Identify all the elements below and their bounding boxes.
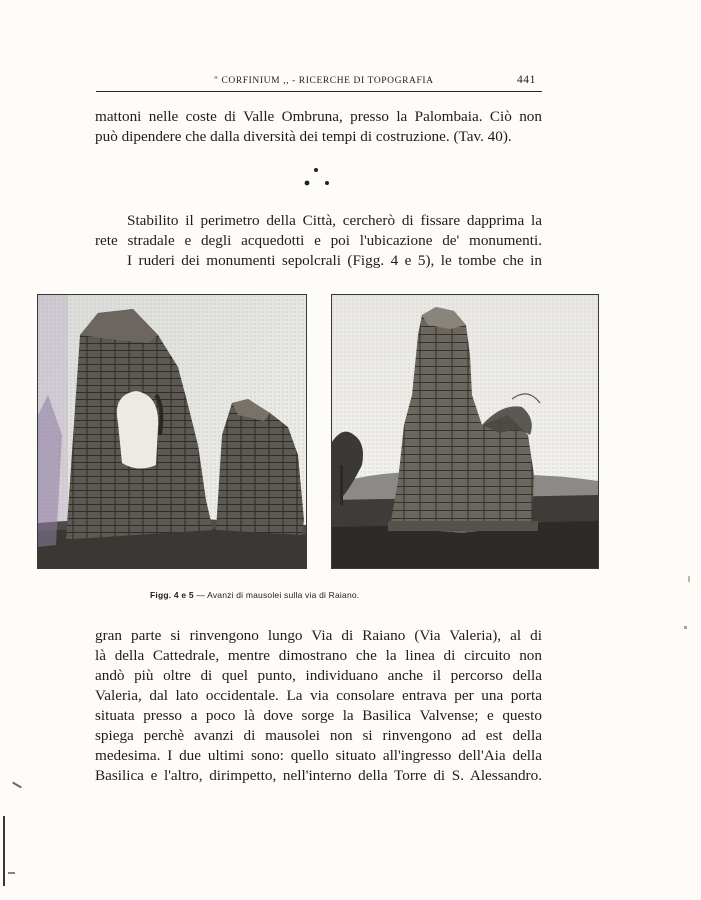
text-line: medesima. I due ultimi sono: quello situato all'ingresso dell'Aia della <box>95 747 542 764</box>
text-line: rete stradale e degli acquedotti e poi l'ubicazione de' monumenti. <box>95 232 542 249</box>
section-paragraph <box>95 211 542 271</box>
text-line: I ruderi dei monumenti sepolcrali (Figg. 4 e 5), le tombe che in <box>127 252 542 269</box>
section-ornament-icon <box>296 164 336 190</box>
text-line: Basilica e l'altro, dirimpetto, nell'interno della Torre di S. Alessandro. <box>95 767 542 784</box>
scan-speck <box>8 872 15 874</box>
text-line: Stabilito il perimetro della Città, cercherò di fissare dapprima la <box>127 212 542 229</box>
text-line: andò più oltre di quel punto, individuano anche il percorso della <box>95 667 542 684</box>
top-paragraph <box>95 107 542 147</box>
text-line: gran parte si rinvengono lungo Via di Raiano (Via Valeria), al di <box>95 627 542 644</box>
page-number: 441 <box>516 74 536 86</box>
scan-speck <box>12 782 22 789</box>
bottom-paragraph <box>95 626 542 786</box>
scan-speck <box>3 816 5 886</box>
header-rule <box>96 91 542 92</box>
caption-text: — Avanzi di mausolei sulla via di Raiano. <box>193 590 360 600</box>
text-line: situata presso a poco là dove sorge la Basilica Valvense; e questo <box>95 707 542 724</box>
scan-speck <box>684 626 687 629</box>
text-line: Valeria, dal lato occidentale. La via consolare entrava per una porta <box>95 687 542 704</box>
caption-label: Figg. 4 e 5 <box>150 590 194 600</box>
figure-caption <box>150 590 550 600</box>
text-line: spiega perchè avanzi di mausolei non si rinvengono ad est della <box>95 727 542 744</box>
text-line: là della Cattedrale, mentre dimostrano che la linea di circuito non <box>95 647 542 664</box>
running-head <box>96 72 542 90</box>
text-line: mattoni nelle coste di Valle Ombruna, presso la Palombaia. Ciò non <box>95 108 542 125</box>
figure-5-photo <box>331 294 599 569</box>
running-title: " CORFINIUM ,, - RICERCHE DI TOPOGRAFIA <box>214 76 434 86</box>
mausoleum-tower-image <box>332 295 598 568</box>
scan-speck <box>688 576 690 582</box>
text-line: può dipendere che dalla diversità dei tempi di costruzione. (Tav. 40). <box>95 128 512 145</box>
figure-4-photo <box>37 294 307 569</box>
mausoleum-arch-image <box>38 295 306 568</box>
